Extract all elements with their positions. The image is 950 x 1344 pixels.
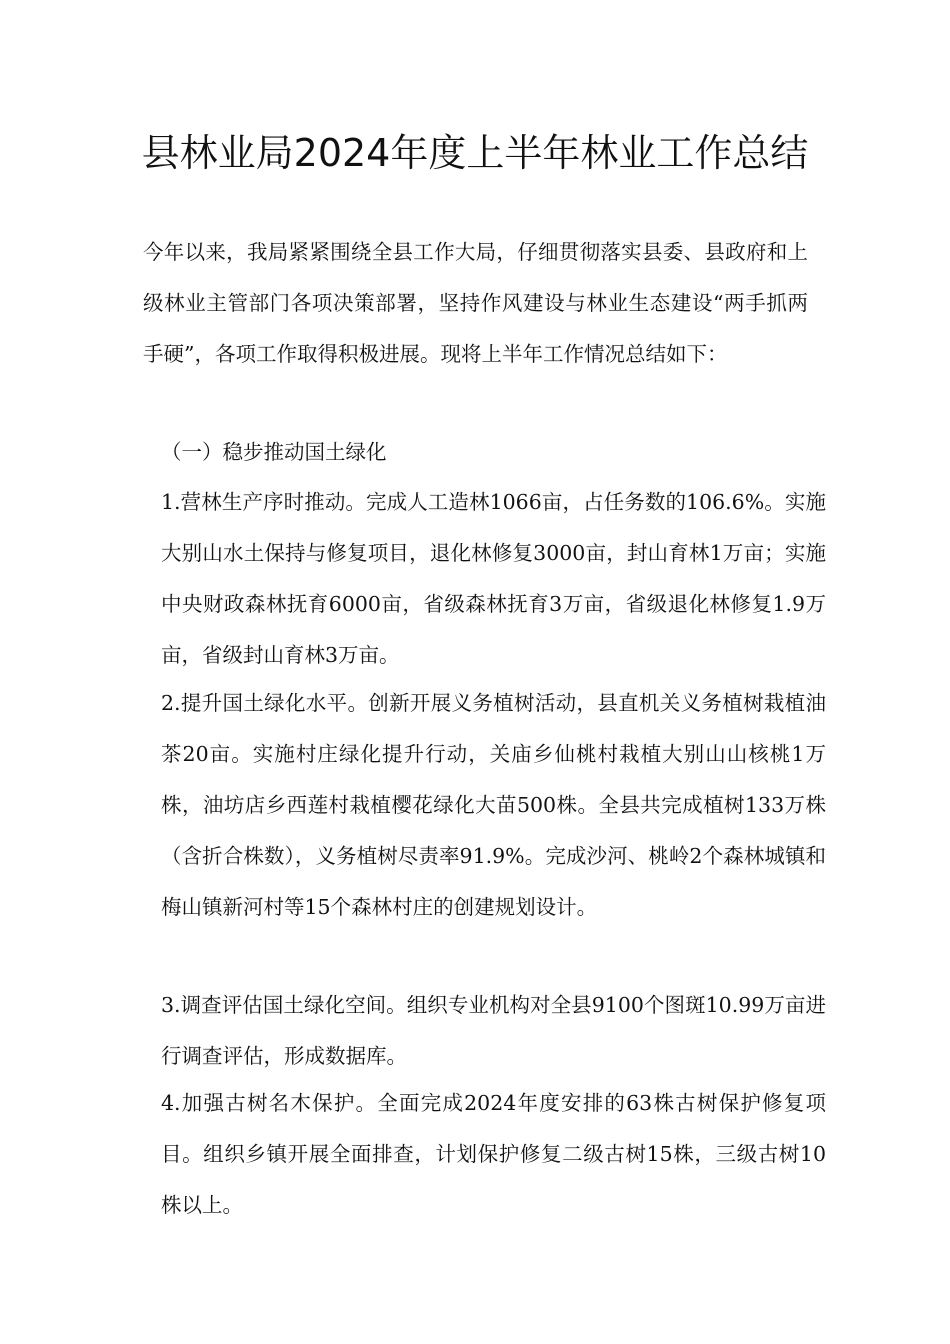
item-paragraph-4: 4.加强古树名木保护。全面完成2024年度安排的63株古树保护修复项目。组织乡镇开展全面排查，计划保护修复二级古树15株，三级古树10株以上。 — [161, 1091, 826, 1217]
section-heading: （一）稳步推动国土绿化 — [161, 440, 387, 464]
item-paragraph-2: 2.提升国土绿化水平。创新开展义务植树活动，县直机关义务植树栽植油茶20亩。实施村庄绿化提升行动，关庙乡仙桃村栽植大别山山核桃1万株，油坊店乡西莲村栽植樱花绿化大苗500株。全县共完成植树133万株（含折合株数），义务植树尽责率91.9%。完成沙河、桃岭2个森林城镇和梅山镇新河村等15个森林村庄的创建规划设计。 — [161, 691, 826, 919]
intro-paragraph: 今年以来，我局紧紧围绕全县工作大局，仔细贯彻落实县委、县政府和上级林业主管部门各项决策部署，坚持作风建设与林业生态建设“两手抓两手硬”，各项工作取得积极进展。现将上半年工作情况总结如下： — [143, 240, 808, 366]
item-paragraph-1: 1.营林生产序时推动。完成人工造林1066亩，占任务数的106.6%。实施大别山水土保持与修复项目，退化林修复3000亩，封山育林1万亩；实施中央财政森林抚育6000亩，省级森林抚育3万亩，省级退化林修复1.9万亩，省级封山育林3万亩。 — [161, 490, 826, 667]
item-paragraph-3: 3.调查评估国土绿化空间。组织专业机构对全县9100个图斑10.99万亩进行调查评估，形成数据库。 — [161, 993, 826, 1068]
document-title: 县林业局2024年度上半年林业工作总结 — [141, 131, 809, 175]
